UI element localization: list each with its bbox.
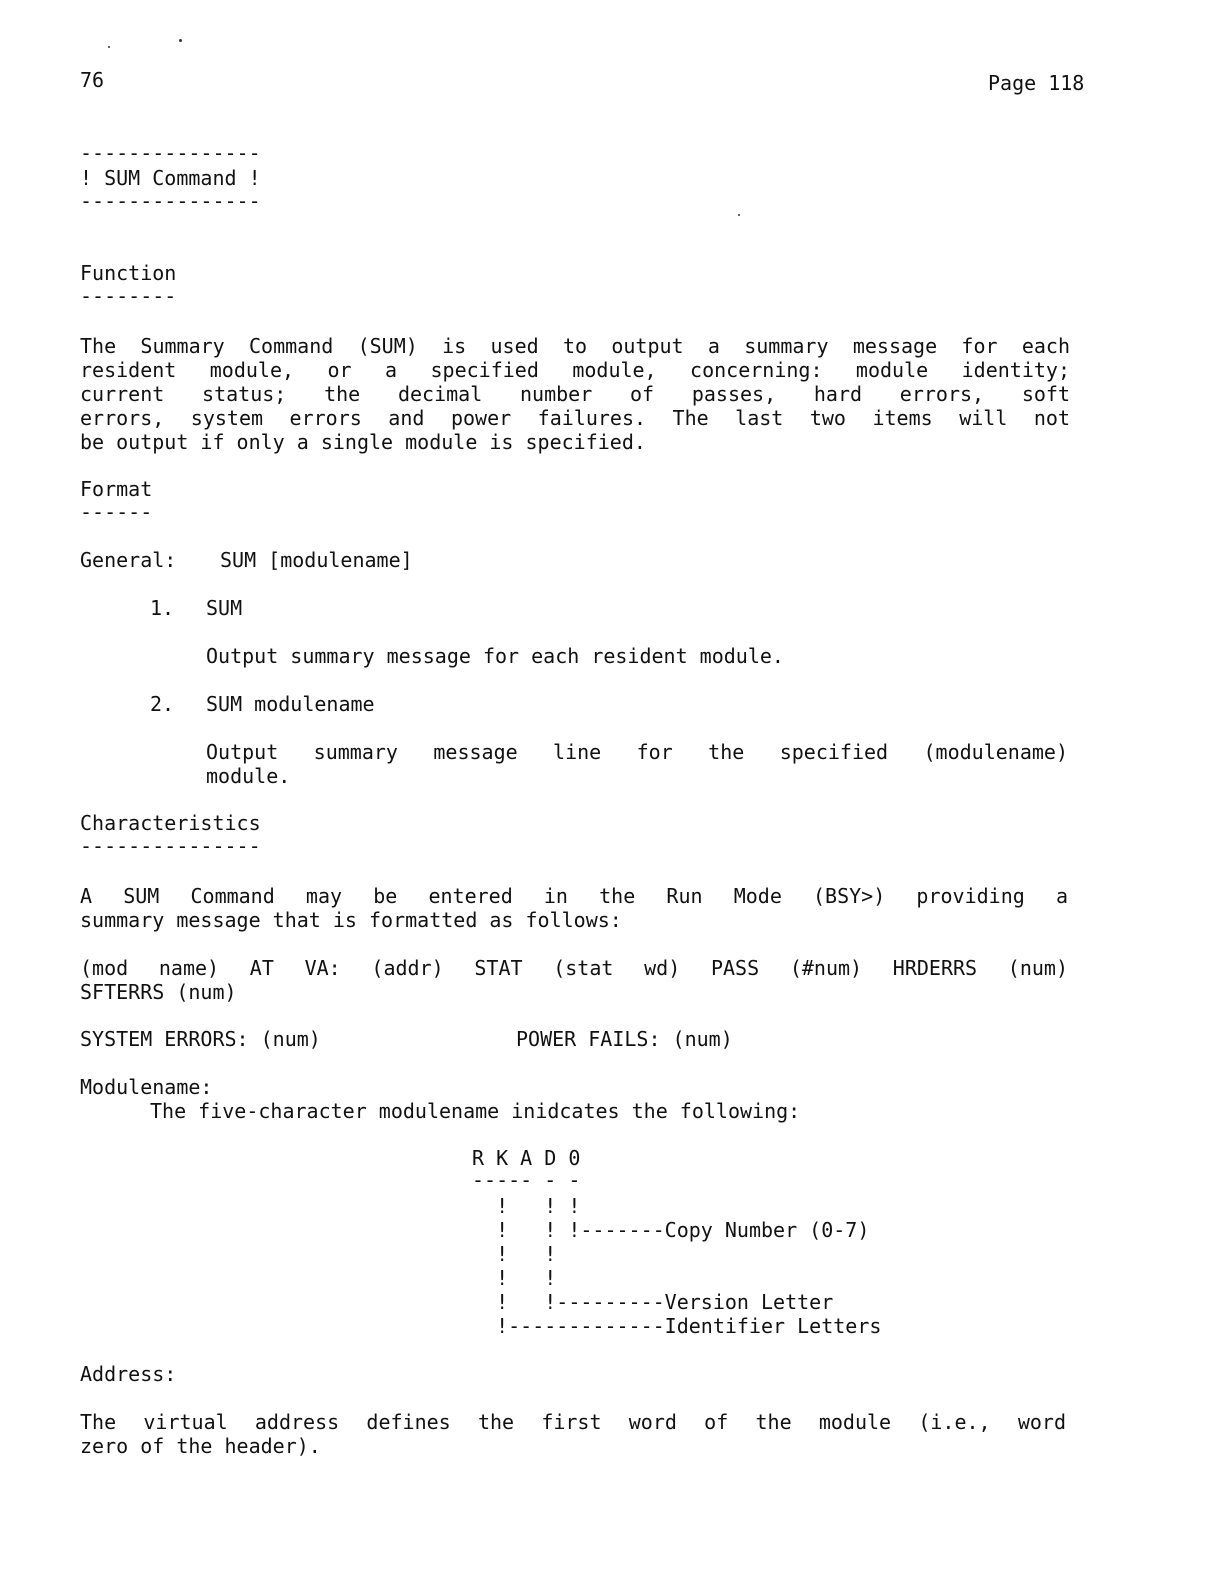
characteristics-intro-line: A SUM Command may be entered in the Run Mode (BSY>) providing a — [80, 884, 1068, 908]
characteristics-intro — [80, 884, 1068, 932]
summary-format-line: SFTERRS (num) — [80, 980, 237, 1004]
function-line: resident module, or a specified module, concerning: module identity; — [80, 358, 1070, 382]
format-item-number: 2. — [150, 692, 175, 716]
function-heading: Function — [80, 261, 177, 285]
diagram-row-copy-number: ! ! !-------Copy Number (0-7) — [472, 1218, 870, 1242]
page-number: Page 118 — [988, 71, 1085, 95]
modulename-heading: Modulename: — [80, 1075, 213, 1099]
function-line: errors, system errors and power failures. The last two items will not — [80, 406, 1070, 430]
summary-format-line: (mod name) AT VA: (addr) STAT (stat wd) PASS (#num) HRDERRS (num) — [80, 956, 1068, 980]
address-line: zero of the header). — [80, 1434, 321, 1458]
format-item-number: 1. — [150, 596, 175, 620]
power-fails-field: POWER FAILS: (num) — [516, 1027, 733, 1051]
function-line: current status; the decimal number of passes, hard errors, soft — [80, 382, 1070, 406]
modulename-desc: The five-character modulename inidcates the following: — [150, 1099, 801, 1123]
diagram-row: ! ! — [472, 1242, 557, 1266]
format-underline: ------ — [80, 500, 153, 524]
address-paragraph — [80, 1410, 1066, 1458]
format-item-syntax: SUM modulename — [206, 692, 375, 716]
format-item-desc-line: module. — [206, 764, 291, 788]
diagram-row: ! ! ! — [472, 1194, 581, 1218]
scan-speck — [108, 46, 110, 48]
function-paragraph — [80, 334, 1070, 454]
format-heading: Format — [80, 477, 153, 501]
page-corner-number: 76 — [80, 68, 105, 92]
format-item-desc-line: Output summary message line for the specified (modulename) — [206, 740, 1068, 764]
general-syntax: SUM [modulename] — [220, 548, 413, 572]
address-line: The virtual address defines the first word of the module (i.e., word — [80, 1410, 1066, 1434]
format-item-desc — [206, 740, 1068, 788]
scan-speck — [738, 214, 740, 216]
title-rule-bottom: --------------- — [80, 189, 261, 213]
address-heading: Address: — [80, 1362, 177, 1386]
diagram-row-identifier-letters: !-------------Identifier Letters — [472, 1314, 882, 1338]
format-item-syntax: SUM — [206, 596, 243, 620]
scan-speck — [179, 39, 182, 42]
characteristics-heading: Characteristics — [80, 811, 261, 835]
function-line: The Summary Command (SUM) is used to output a summary message for each — [80, 334, 1070, 358]
system-errors-field: SYSTEM ERRORS: (num) — [80, 1027, 321, 1051]
summary-format — [80, 956, 1068, 1004]
characteristics-intro-line: summary message that is formatted as follows: — [80, 908, 622, 932]
diagram-row: ! ! — [472, 1266, 557, 1290]
format-item-desc: Output summary message for each resident module. — [206, 644, 784, 668]
function-line: be output if only a single module is specified. — [80, 430, 646, 454]
function-underline: -------- — [80, 284, 177, 308]
diagram-letters: R K A D 0 — [472, 1146, 581, 1170]
diagram-row-version-letter: ! !---------Version Letter — [472, 1290, 834, 1314]
diagram-underline: ----- - - — [472, 1168, 581, 1192]
title-rule-top: --------------- — [80, 141, 261, 165]
characteristics-underline: --------------- — [80, 834, 261, 858]
page-title: ! SUM Command ! — [80, 166, 261, 190]
general-label: General: — [80, 548, 177, 572]
